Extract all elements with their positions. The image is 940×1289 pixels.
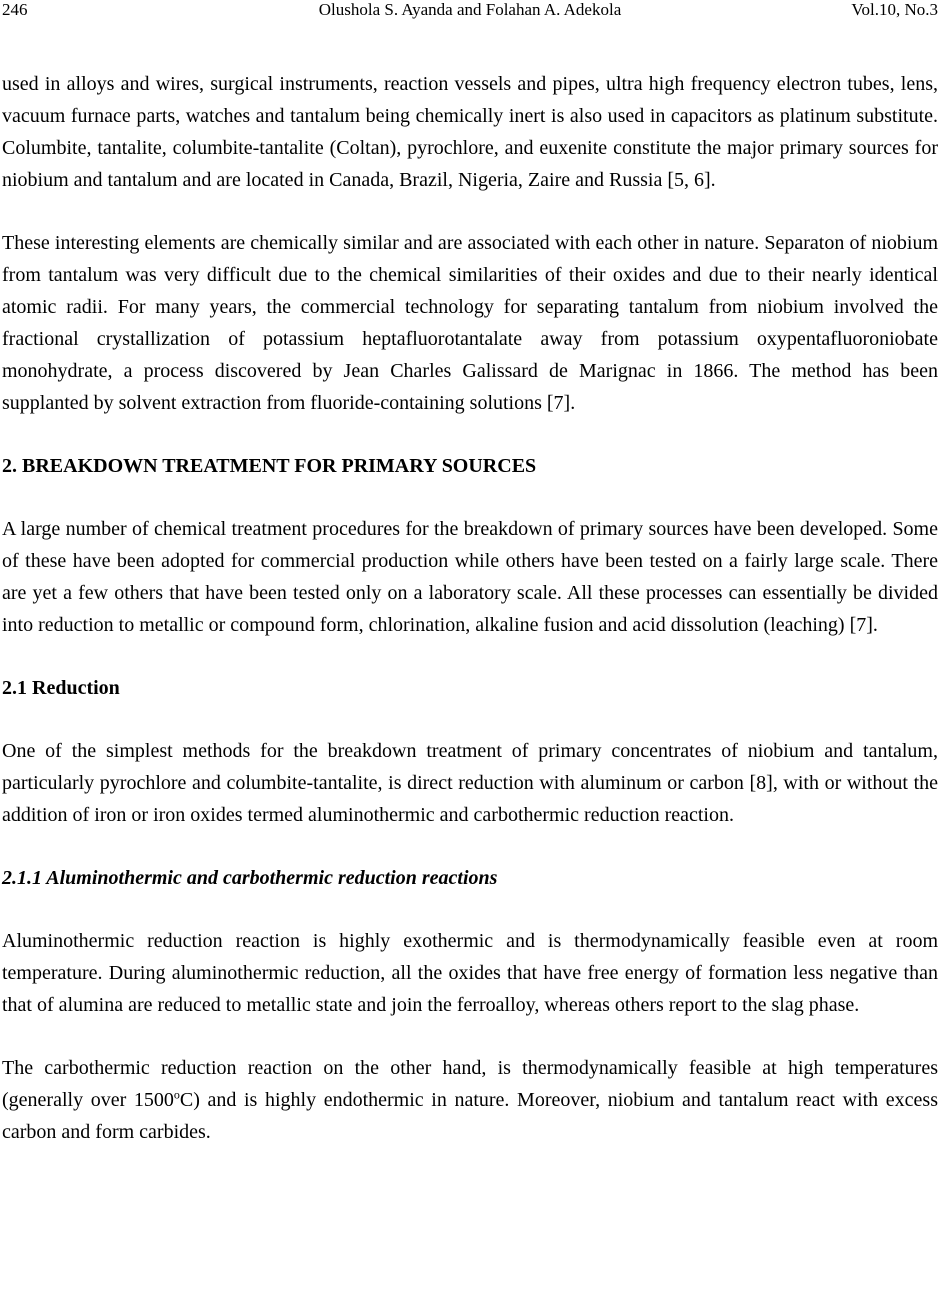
paragraph-uses-sources: used in alloys and wires, surgical instruments, reaction vessels and pipes, ultra high frequency electron tubes, lens, vacuum furnace parts, watches and tantalum being chemically inert is also used in capacitors as platinum substitute. Columbite, tantalite, columbite-tantalite (Coltan), pyrochlore, and euxenite constitute the major primary sources for niobium and tantalum and are located in Canada, Brazil, Nigeria, Zaire and Russia [5, 6]. (2, 73, 938, 191)
paper-page (2, 0, 938, 1148)
header-volume: Vol.10, No.3 (851, 0, 938, 19)
paragraph-separation: These interesting elements are chemically similar and are associated with each other in nature. Separaton of niobium from tantalum was very difficult due to the chemical similarities of their oxides and due to their nearly identical atomic radii. For many years, the commercial technology for separating tantalum from niobium involved the fractional crystallization of potassium heptafluorotantalate away from potassium oxypentafluoroniobate monohydrate, a process discovered by Jean Charles Galissard de Marignac in 1866. The method has been supplanted by solvent extraction from fluoride-containing solutions [7]. (2, 232, 938, 414)
subsection-heading-reduction: 2.1 Reduction (2, 677, 120, 699)
carbothermic-text-end: C) and is highly endothermic in nature. Moreover, niobium and tantalum react with excess carbon and form carbides. (2, 1089, 938, 1143)
header-authors: Olushola S. Ayanda and Folahan A. Adekola (318, 0, 622, 19)
paragraph-aluminothermic: Aluminothermic reduction reaction is highly exothermic and is thermodynamically feasible even at room temperature. During aluminothermic reduction, all the oxides that have free energy of formation less negative than that of alumina are reduced to metallic state and join the ferroalloy, whereas others report to the slag phase. (2, 930, 938, 1016)
paragraph-reduction: One of the simplest methods for the breakdown treatment of primary concentrates of niobium and tantalum, particularly pyrochlore and columbite-tantalite, is direct reduction with aluminum or carbon [8], with or without the addition of iron or iron oxides termed aluminothermic and carbothermic reduction reaction. (2, 740, 938, 826)
degree-superscript: o (173, 1087, 180, 1102)
paragraph-carbothermic (2, 1052, 938, 1148)
carbothermic-text-start: The carbothermic reduction reaction on the other hand, is thermodynamically feasible at high temperatures (generally over 1500 (2, 1057, 938, 1111)
running-header (2, 0, 938, 22)
subsubsection-heading-aluminothermic: 2.1.1 Aluminothermic and carbothermic reduction reactions (2, 867, 498, 889)
page-number: 246 (2, 0, 28, 19)
paragraph-procedures: A large number of chemical treatment procedures for the breakdown of primary sources have been developed. Some of these have been adopted for commercial production while others have been tested on a fairly large scale. There are yet a few others that have been tested only on a laboratory scale. All these processes can essentially be divided into reduction to metallic or compound form, chlorination, alkaline fusion and acid dissolution (leaching) [7]. (2, 518, 938, 636)
section-heading-breakdown: 2. BREAKDOWN TREATMENT FOR PRIMARY SOURCES (2, 455, 537, 477)
